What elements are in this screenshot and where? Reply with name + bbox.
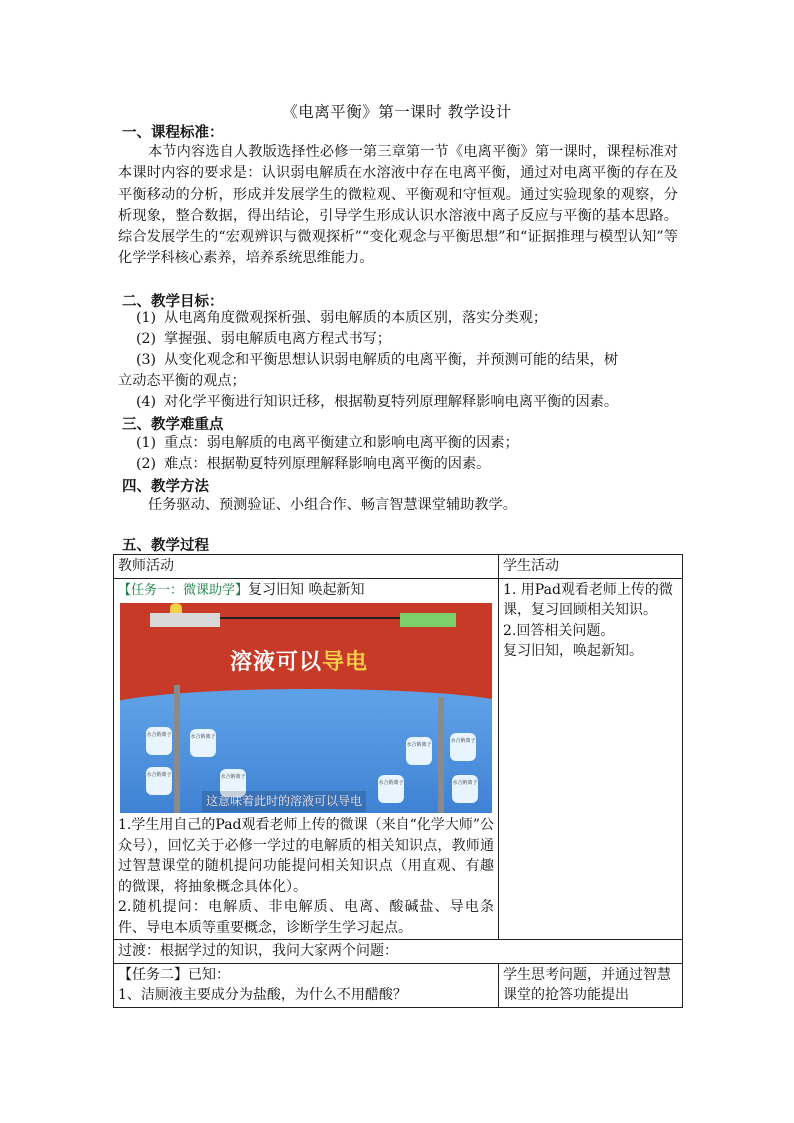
transition-text: 过渡：根据学过的知识，我问大家两个问题：: [114, 940, 683, 964]
figure-subtitle: 这意味着此时的溶液可以导电: [202, 791, 366, 812]
page-title: 《电离平衡》第一课时 教学设计: [282, 103, 512, 121]
figure-device-right: [400, 613, 456, 627]
micro-lecture-screenshot: [120, 603, 492, 813]
objective-item: [136, 308, 547, 329]
ion-bubble: 水合钠离子: [146, 727, 172, 755]
process-table: [113, 554, 683, 1008]
figure-device-left: [150, 613, 220, 627]
key-point-item: [136, 433, 519, 454]
table-row-task1: [114, 578, 683, 940]
key-point-item: [136, 454, 490, 475]
figure-caption-b: 导电: [322, 650, 369, 675]
table-header-student: 学生活动: [499, 555, 683, 579]
objective-num: (2): [136, 331, 157, 347]
electrode-left: [174, 685, 180, 813]
key-point-text: 难点：根据勒夏特列原理解释影响电离平衡的因素。: [164, 456, 491, 472]
teacher-activity-task1: [114, 578, 499, 940]
section-heading-objectives: 二、教学目标：: [122, 293, 224, 310]
task2-question-1: 1、洁厕液主要成分为盐酸，为什么不用醋酸？: [118, 987, 407, 1003]
student-activity-task2: [499, 963, 683, 1007]
electrode-right: [438, 697, 444, 813]
ion-bubble: 水合钠离子: [406, 737, 432, 765]
table-row-transition: [114, 940, 683, 964]
table-header-teacher: 教师活动: [114, 555, 499, 579]
objective-num: (4): [136, 394, 157, 410]
section-heading-standards: 一、课程标准：: [122, 124, 224, 141]
section-heading-key-points: 三、教学难重点: [122, 416, 224, 433]
objective-item: [136, 350, 618, 371]
objective-num: (1): [136, 310, 157, 326]
ion-bubble: 水合钠离子: [450, 733, 476, 761]
teacher-activity-task2: [114, 963, 499, 1007]
objective-num: (3): [136, 352, 157, 368]
ion-bubble: 水合钠离子: [146, 767, 172, 795]
objective-text: 从电离角度微观探析强、弱电解质的本质区别，落实分类观；: [164, 310, 548, 326]
student-activity-text: 1. 用Pad观看老师上传的微课，复习回顾相关知识。 2.回答相关问题。 复习旧知，唤起新知。: [503, 581, 673, 659]
ion-bubble: 水合钠离子: [220, 769, 246, 797]
task1-title: 复习旧知 唤起新知: [248, 581, 365, 598]
section-heading-process: 五、教学过程: [122, 537, 209, 554]
task1-title-line: [118, 580, 494, 602]
ion-bubble: 水合钠离子: [452, 775, 478, 803]
objective-item: [136, 392, 618, 413]
methods-text: 任务驱动、预测验证、小组合作、畅言智慧课堂辅助教学。: [148, 497, 517, 513]
student-activity-task1: [499, 578, 683, 940]
key-point-num: (2): [136, 456, 157, 472]
figure-caption: [230, 650, 369, 675]
ion-bubble: 水合钠离子: [378, 775, 404, 803]
table-header-row: [114, 555, 683, 579]
task2-title: 已知：: [188, 966, 230, 983]
standards-paragraph: 本节内容选自人教版选择性必修一第三章第一节《电离平衡》第一课时，课程标准对本课时内容的要求是：认识弱电解质在水溶液中存在电离平衡，通过对电离平衡的存在及平衡移动的分析，形成并发展学生的微粒观、平衡观和守恒观。通过实验现象的观察，分析现象，整合数据，得出结论，引导学生形成认识水溶液中离子反应与平衡的基本思路。综合发展学生的“宏观辨识与微观探析”“变化观念与平衡思想”和“证据推理与模型认知”等化学学科核心素养，培养系统思维能力。: [118, 144, 678, 267]
bulb-icon: [170, 603, 182, 613]
objective-text: 掌握强、弱电解质电离方程式书写；: [164, 331, 392, 347]
wire-line: [220, 617, 400, 619]
task1-label: 【任务一：微课助学】: [118, 582, 249, 598]
key-point-text: 重点：弱电解质的电离平衡建立和影响电离平衡的因素；: [164, 435, 519, 451]
ion-bubble: 水合钠离子: [190, 729, 216, 757]
objective-text: 立动态平衡的观点；: [118, 373, 246, 389]
figure-caption-a: 溶液可以: [230, 650, 323, 675]
table-row-task2: [114, 963, 683, 1007]
key-point-num: (1): [136, 435, 157, 451]
objective-text: 从变化观念和平衡思想认识弱电解质的电离平衡，并预测可能的结果，树: [164, 352, 619, 368]
task1-paragraph-1: 1.学生用自己的Pad观看老师上传的微课（来自“化学大师”公众号），回忆关于必修一学过的电解质的相关知识点，教师通过智慧课堂的随机提问功能提问相关知识点（用直观、有趣的微课，将抽象概念具体化）。: [118, 817, 494, 895]
objective-item: [136, 329, 391, 350]
objective-text: 对化学平衡进行知识迁移，根据勒夏特列原理解释影响电离平衡的因素。: [164, 394, 619, 410]
student-activity-text: 学生思考问题，并通过智慧课堂的抢答功能提出: [503, 966, 671, 1003]
task2-title-line: [118, 965, 494, 986]
section-heading-methods: 四、教学方法: [122, 478, 209, 495]
task1-paragraph-2: 2.随机提问：电解质、非电解质、电离、酸碱盐、导电条件、导电本质等重要概念，诊断学生学习起点。: [118, 899, 494, 936]
task2-label: 【任务二】: [118, 966, 188, 983]
objective-item-continued: [118, 371, 246, 392]
